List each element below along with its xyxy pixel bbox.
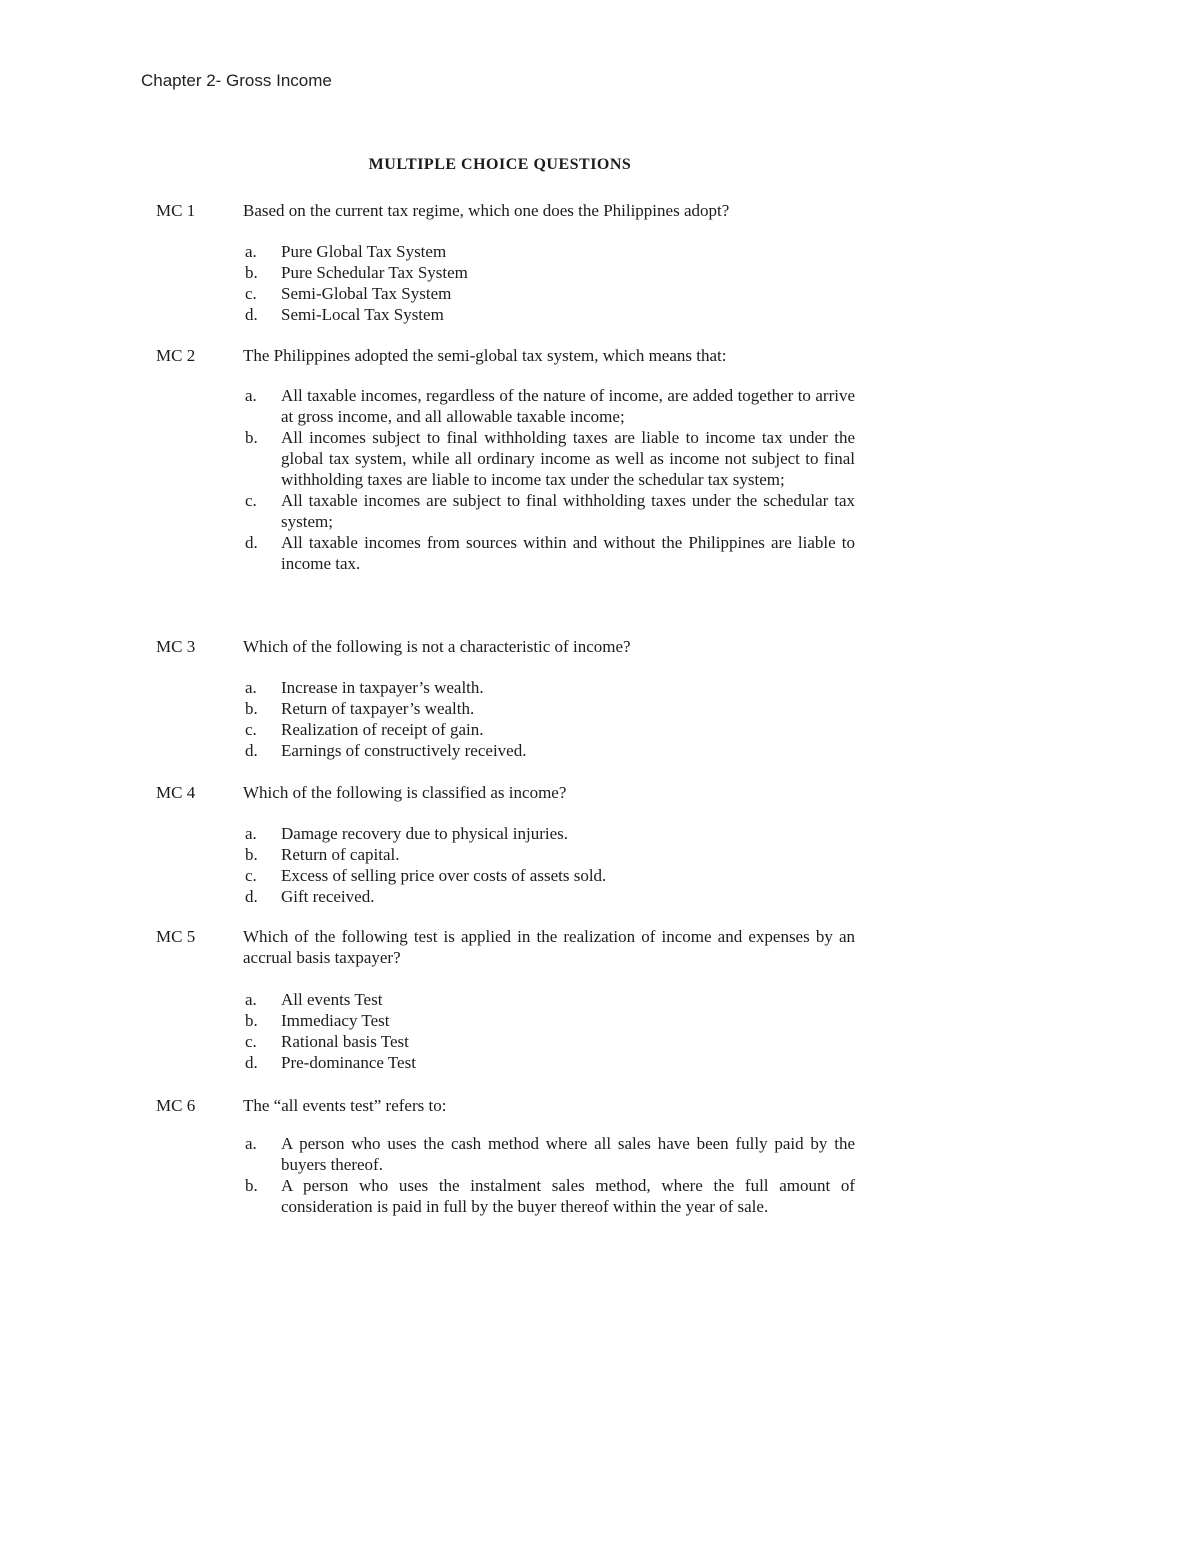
option-list [243,989,855,1073]
option-letter: c. [245,491,257,510]
option-item [243,865,855,886]
option-letter: c. [245,284,257,303]
option-item [243,1133,855,1175]
option-item [243,532,855,574]
question-text: Which of the following test is applied in the realization of income and expenses by an accrual basis taxpayer? [243,927,855,967]
question-number: MC 5 [156,927,196,946]
question-text: Which of the following is not a characteristic of income? [243,637,631,656]
question-number: MC 2 [156,346,196,365]
option-text: All taxable incomes, regardless of the nature of income, are added together to arrive at gross income, and all allowable taxable income; [281,386,855,426]
option-text: Pure Schedular Tax System [281,263,468,282]
option-text: Semi-Local Tax System [281,305,444,324]
option-item [243,1031,855,1052]
option-letter: a. [245,242,257,261]
option-text: Rational basis Test [281,1032,409,1051]
option-item [243,304,855,325]
option-text: A person who uses the cash method where all sales have been fully paid by the buyers thereof. [281,1134,855,1174]
option-item [243,740,855,761]
option-item [243,1010,855,1031]
option-text: Pure Global Tax System [281,242,447,261]
option-item [243,490,855,532]
question-number: MC 3 [156,637,196,656]
option-list [243,1133,855,1217]
option-text: All taxable incomes from sources within and without the Philippines are liable to income tax. [281,533,855,573]
option-text: Increase in taxpayer’s wealth. [281,678,484,697]
option-text: Earnings of constructively received. [281,741,527,760]
option-list [243,385,855,574]
question-text: The Philippines adopted the semi-global tax system, which means that: [243,346,727,365]
option-letter: d. [245,1053,258,1072]
option-letter: a. [245,824,257,843]
option-letter: b. [245,263,258,282]
option-letter: a. [245,386,257,405]
question-number: MC 4 [156,783,196,802]
option-letter: b. [245,699,258,718]
question-number: MC 6 [156,1096,196,1115]
option-letter: c. [245,866,257,885]
option-item [243,719,855,740]
option-letter: b. [245,428,258,447]
option-letter: c. [245,720,257,739]
question-text: Based on the current tax regime, which one does the Philippines adopt? [243,201,730,220]
option-item [243,385,855,427]
option-item [243,1052,855,1073]
option-letter: d. [245,887,258,906]
option-letter: d. [245,741,258,760]
option-text: Damage recovery due to physical injuries. [281,824,569,843]
option-text: Realization of receipt of gain. [281,720,484,739]
option-letter: a. [245,678,257,697]
option-letter: a. [245,990,257,1009]
option-text: All events Test [281,990,383,1009]
option-text: Gift received. [281,887,375,906]
option-item [243,677,855,698]
option-text: Semi-Global Tax System [281,284,452,303]
option-text: All incomes subject to final withholding taxes are liable to income tax under the global tax system, while all ordinary income as well as income not subject to final withholding taxes are liable to income tax under the schedular tax system; [281,428,855,489]
option-letter: c. [245,1032,257,1051]
option-letter: b. [245,1011,258,1030]
option-item [243,1175,855,1217]
option-list [243,241,855,325]
option-text: Immediacy Test [281,1011,390,1030]
question-text: The “all events test” refers to: [243,1096,447,1115]
option-letter: b. [245,845,258,864]
option-text: All taxable incomes are subject to final withholding taxes under the schedular tax system; [281,491,855,531]
question-text: Which of the following is classified as income? [243,783,567,802]
option-text: Return of capital. [281,845,400,864]
option-item [243,698,855,719]
option-letter: b. [245,1176,258,1195]
option-item [243,427,855,490]
option-text: A person who uses the instalment sales method, where the full amount of consideration is paid in full by the buyer thereof within the year of sale. [281,1176,855,1216]
option-letter: d. [245,533,258,552]
option-list [243,677,855,761]
section-title: MULTIPLE CHOICE QUESTIONS [368,156,632,173]
page-header: Chapter 2- Gross Income [141,71,332,90]
option-item [243,241,855,262]
option-item [243,886,855,907]
option-item [243,989,855,1010]
option-text: Return of taxpayer’s wealth. [281,699,475,718]
option-item [243,283,855,304]
option-list [243,823,855,907]
option-letter: d. [245,305,258,324]
option-text: Excess of selling price over costs of assets sold. [281,866,607,885]
option-item [243,844,855,865]
option-letter: a. [245,1134,257,1153]
option-item [243,823,855,844]
option-item [243,262,855,283]
option-text: Pre-dominance Test [281,1053,416,1072]
question-number: MC 1 [156,201,196,220]
